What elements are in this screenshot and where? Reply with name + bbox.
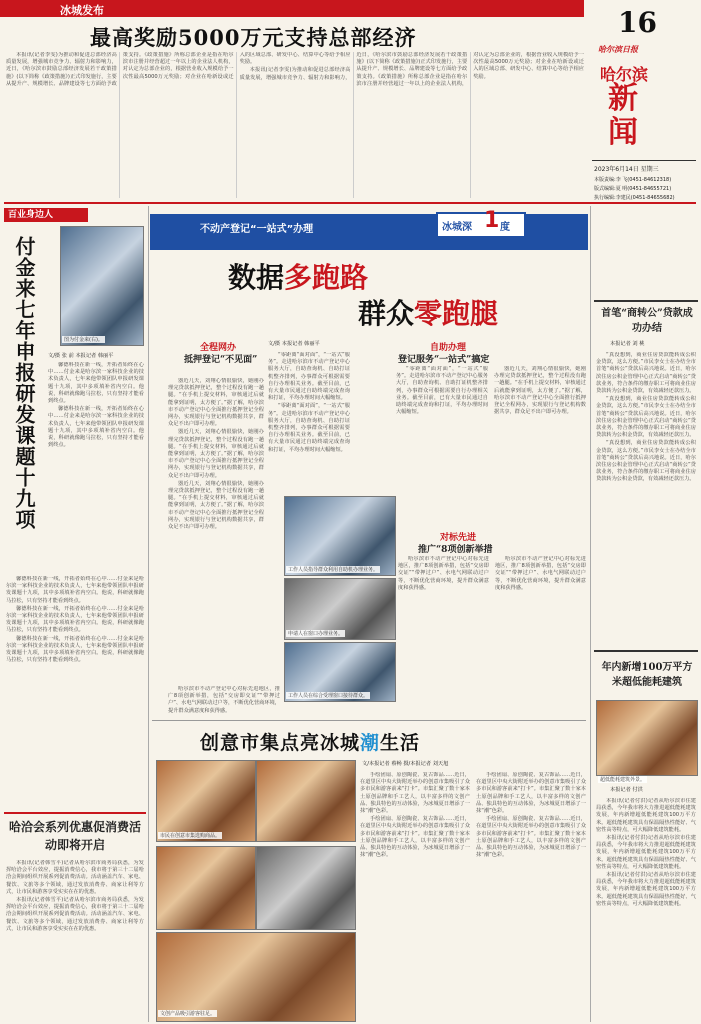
feature-body1: 器近几天，刘翔心情很愉快，她刚办理完贷款抵押登记，整个过程没有跑一趟腿。“在手机上提交材料，审核通过后就能拿到证明，太方便了。”据了解，哈尔滨市不动产登记中心全面推行抵押登记全程网办，实现银行与登记机构数据共享，群众足不出户即可办理。 <box>168 378 264 428</box>
editor-role: 本版责编: <box>594 177 616 183</box>
feature-kicker: 不动产登记“一站式”办理 <box>200 224 314 235</box>
masthead-divider <box>592 160 696 161</box>
editor-row <box>594 176 675 185</box>
right-article-1 <box>596 352 696 642</box>
left-article-body-3: 馨德科技在新一线，开拓者始终在心中……付金来是哈尔滨一家科技企业的技术负责人，七年来他带领团队申报研发课题十九项，其中多项填补省内空白。他说，科研就像跑马拉松，只有坚持才能看到终点。 <box>6 576 144 604</box>
right-headline-2: 年内新增100万平方米超低能耗建筑 <box>601 662 693 688</box>
left-byline: 文/摄 张 前 本报记者 韩丽平 <box>48 353 114 359</box>
bottom-byline: 文/本报记者 蔡畅 摄/本报记者 刘天旭 <box>362 761 449 767</box>
feature-caption-2: 申请人在窗口办理业务。 <box>288 631 344 637</box>
bottom-body-4: 手绘团扇、原创陶瓷、复古饰品……近日，在道里区中央大街附近举办的创意市集吸引了众多市民和游客前来“打卡”。市集汇聚了数十家本土原创品牌和手工艺人，以丰富多样的文创产品、独具特色的互动体验，为冰城夏日增添了一抹“潮”色彩。 <box>476 816 586 859</box>
feature-headline-line1 <box>228 256 368 296</box>
bottom-body-3: 手绘团扇、原创陶瓷、复古饰品……近日，在道里区中央大街附近举办的创意市集吸引了众多市民和游客前来“打卡”。市集汇聚了数十家本土原创品牌和手工艺人，以丰富多样的文创产品、独具特色的互动体验，为冰城夏日增添了一抹“潮”色彩。 <box>476 772 586 815</box>
left-article-body-2: 馨德科技在新一线，开拓者始终在心中……付金来是哈尔滨一家科技企业的技术负责人，七年来他带领团队申报研发课题十九项，其中多项填补省内空白。他说，科研就像跑马拉松，只有坚持才能看到终点。 <box>48 406 144 449</box>
right-body-2: 本报讯(记者付洪)记者从哈尔滨市住建局获悉，今年我市将大力推进超低能耗建筑发展，年内新增超低能耗建筑100万平方米。超低能耗建筑具有保温隔热性能好、气密性高等特点，可大幅降低建筑能耗。 <box>596 798 696 833</box>
left-bottom-body-2: 本报讯(记者韩雪平)记者从哈尔滨市商务局获悉，为发挥哈洽会平台效应，提振消费信心，我市将于第三十二届哈洽会期间组织开展系列促消费活动。活动涵盖汽车、家电、餐饮、文旅等多个领域，通过发放消费券、商家让利等方式，让市民和游客享受实实在在的优惠。 <box>6 897 144 932</box>
left-divider <box>4 812 146 814</box>
city-name: 哈尔滨 <box>600 65 649 84</box>
feature-sub2: 抵押登记“不见面” <box>184 355 258 365</box>
feature-sub6: 推广“8项创新举措 <box>418 545 493 555</box>
editor-tel: (0451-84655721) <box>627 186 672 192</box>
right-body-2-c: 本报讯(记者付洪)记者从哈尔滨市住建局获悉，今年我市将大力推进超低能耗建筑发展，年内新增超低能耗建筑100万平方米。超低能耗建筑具有保温隔热性能好、气密性高等特点，可大幅降低建筑能耗。 <box>596 872 696 907</box>
feature-sub5: 对标先进 <box>440 533 477 543</box>
feature-col1-continued <box>168 686 280 716</box>
top-article-body-2: 本报讯(记者李雯)为推动和促进总部经济高质量发展，增强城市竞争力、辐射力和影响力，近日，《哈尔滨市鼓励总部经济发展若干政策措施》(以下简称《政策措施》)正式印发施行，主要从提升产、规模增长、品牌建设等七方面给予政策支持。《政策措施》所称总部企业是指在哈尔滨市注册并经营超过一年以上的企业法人机构，对认定为总部企业的，根据营业收入规模给予一次性最高5000万元奖励；对企业在哈新设或迁入的区域总部、研发中心、结算中心等给予相应奖励。 <box>239 52 584 87</box>
top-divider <box>4 202 696 204</box>
feature-col3 <box>396 366 586 516</box>
bottom-photo-5 <box>156 932 356 1022</box>
right-photo-caption: 超低能耗建筑外景。 <box>600 777 646 783</box>
headline-people: 群众 <box>358 297 415 330</box>
right-article-2 <box>596 798 696 1020</box>
editor-row <box>594 185 675 194</box>
bottom-caption-1: 市民在创意市集选购商品。 <box>160 833 221 839</box>
left-article-body: 馨德科技在新一线，开拓者始终在心中……付金来是哈尔滨一家科技企业的技术负责人，七年来他带领团队申报研发课题十九项，其中多项填补省内空白。他说，科研就像跑马拉松，只有坚持才能看到终点。 <box>48 362 144 405</box>
editor-role: 版式编辑: <box>594 186 616 192</box>
feature-section-tag-number: 1 <box>484 208 500 233</box>
feature-section-tag <box>436 208 526 238</box>
feature-col1 <box>168 378 264 682</box>
bottom-caption-2: 文创产品吸引游客驻足。 <box>160 1011 216 1017</box>
headline-zero: 零跑腿 <box>414 297 499 330</box>
left-article-body-5: 馨德科技在新一线，开拓者始终在心中……付金来是哈尔滨一家科技企业的技术负责人，七年来他带领团队申报研发课题十九项，其中多项填补省内空白。他说，科研就像跑马拉松，只有坚持才能看到终点。 <box>6 635 144 664</box>
bottom-headline-b: 潮 <box>360 732 381 754</box>
feature-section-tag-suffix: 度 <box>500 222 510 233</box>
right-byline-1: 本报记者 刘 桃 <box>610 341 645 347</box>
right-body-1-b: “真没想到，商业住房贷款能转成公积金贷款，这么方便。”市民李女士在办结全市首笔“商转公”贷款后高兴地说。近日，哈尔滨住房公积金管理中心正式启动“商转公”贷款业务，符合条件的缴存职工可将商业住房贷款转为公积金贷款，有效减轻还款压力。 <box>596 396 696 439</box>
feature-section-tag-text: 冰城深 <box>442 222 472 233</box>
bottom-body-2: 手绘团扇、原创陶瓷、复古饰品……近日，在道里区中央大街附近举办的创意市集吸引了众多市民和游客前来“打卡”。市集汇聚了数十家本土原创品牌和手工艺人，以丰富多样的文创产品、独具特色的互动体验，为冰城夏日增添了一抹“潮”色彩。 <box>360 816 470 859</box>
bottom-headline <box>200 728 420 755</box>
right-headline-1: 首笔“商转公”贷款成功办结 <box>601 308 693 334</box>
editor-tel: (0451-84655682) <box>630 195 675 201</box>
feature-body1-c: 器近几天，刘翔心情很愉快，她刚办理完贷款抵押登记，整个过程没有跑一趟腿。“在手机上提交材料，审核通过后就能拿到证明，太方便了。”据了解，哈尔滨市不动产登记中心全面推行抵押登记全程网办，实现银行与登记机构数据共享，群众足不出户即可办理。 <box>168 480 264 531</box>
editor-tel: (0451-84612318) <box>627 177 672 183</box>
bottom-photo-2 <box>256 760 356 842</box>
col-divider-left <box>148 206 149 1022</box>
feature-caption-3: 工作人员在综合受理窗口接待群众。 <box>288 693 369 699</box>
left-article-body-4: 馨德科技在新一线，开拓者始终在心中……付金来是哈尔滨一家科技企业的技术负责人，七年来他带领团队申报研发课题十九项，其中多项填补省内空白。他说，科研就像跑马拉松，只有坚持才能看到终点。 <box>6 605 144 634</box>
right-body-2-b: 本报讯(记者付洪)记者从哈尔滨市住建局获悉，今年我市将大力推进超低能耗建筑发展，年内新增超低能耗建筑100万平方米。超低能耗建筑具有保温隔热性能好、气密性高等特点，可大幅降低建筑能耗。 <box>596 835 696 870</box>
feature-sub1: 全程网办 <box>200 343 237 353</box>
right-byline-2: 本报记者 付洪 <box>610 787 643 793</box>
bottom-headline-a: 创意市集点亮冰城 <box>200 732 361 754</box>
bottom-body: 手绘团扇、原创陶瓷、复古饰品……近日，在道里区中央大街附近举办的创意市集吸引了众多市民和游客前来“打卡”。市集汇聚了数十家本土原创品牌和手工艺人，以丰富多样的文创产品、独具特色的互动体验，为冰城夏日增添了一抹“潮”色彩。 <box>360 772 470 815</box>
left-photo <box>60 226 144 346</box>
section-big: 新闻 <box>608 81 638 150</box>
feature-col4 <box>398 556 586 710</box>
right-body-1: “真没想到，商业住房贷款能转成公积金贷款，这么方便。”市民李女士在办结全市首笔“商转公”贷款后高兴地说。近日，哈尔滨住房公积金管理中心正式启动“商转公”贷款业务，符合条件的缴存职工可将商业住房贷款转为公积金贷款，有效减轻还款压力。 <box>596 352 696 395</box>
left-article <box>48 362 144 572</box>
issue-date: 2023年6月14日 星期三 <box>594 166 659 173</box>
feature-caption-1: 工作人员指导群众利用自助机办理业务。 <box>288 567 379 573</box>
editor-name: 夏 明 <box>615 186 628 192</box>
left-bottom-body: 本报讯(记者韩雪平)记者从哈尔滨市商务局获悉，为发挥哈洽会平台效应，提振消费信心，我市将于第三十二届哈洽会期间组织开展系列促消费活动。活动涵盖汽车、家电、餐饮、文旅等多个领域，通过发放消费券、商家让利等方式，让市民和游客享受实实在在的优惠。 <box>6 860 144 895</box>
bottom-article <box>360 772 586 1020</box>
right-body-1-c: “真没想到，商业住房贷款能转成公积金贷款，这么方便。”市民李女士在办结全市首笔“商转公”贷款后高兴地说。近日，哈尔滨住房公积金管理中心正式启动“商转公”贷款业务，符合条件的缴存职工可将商业住房贷款转为公积金贷款，有效减轻还款压力。 <box>596 440 696 483</box>
feature-body3: “零距离“面对面”，“一站式”服务”。走进哈尔滨市不动产登记中心服务大厅，自助查询机、自助打证机整齐排列，办事群众可根据需要自行办理相关业务。截至目前，已有大量市民通过自助终端完成查询和打证，平均办理时间大幅缩短。 <box>396 366 488 416</box>
page-number: 16 <box>618 6 657 39</box>
right-photo <box>596 700 698 776</box>
paper-name: 哈尔滨日报 <box>598 45 638 54</box>
feature-bottom-divider <box>152 720 586 721</box>
feature-sub4: 登记服务“一站式”搞定 <box>398 355 490 365</box>
editor-name: 李 飞 <box>615 177 628 183</box>
feature-body2-b: “零距离“面对面”，“一站式”服务”。走进哈尔滨市不动产登记中心服务大厅，自助查询机、自助打证机整齐排列，办事群众可根据需要自行办理相关业务。截至目前，已有大量市民通过自助终端完成查询和打证，平均办理时间大幅缩短。 <box>268 403 350 453</box>
top-headline: 最高奖励5000万元支持总部经济 <box>90 25 417 50</box>
left-photo-caption: 图为付金来(右)。 <box>64 337 103 343</box>
bottom-photo-3 <box>156 846 256 930</box>
bottom-photo-4 <box>256 846 356 930</box>
editor-name: 李建民 <box>615 195 631 201</box>
top-section-tag: 冰城发布 <box>60 4 104 17</box>
top-article-body: 本报讯(记者李雯)为推动和促进总部经济高质量发展，增强城市竞争力、辐射力和影响力，近日，《哈尔滨市鼓励总部经济发展若干政策措施》(以下简称《政策措施》)正式印发施行，主要从提升产、规模增长、品牌建设等七方面给予政策支持。《政策措施》所称总部企业是指在哈尔滨市注册并经营超过一年以上的企业法人机构，对认定为总部企业的，根据营业收入规模给予一次性最高5000万元奖励；对企业在哈新设或迁入的区域总部、研发中心、结算中心等给予相应奖励。 <box>6 52 351 87</box>
feature-body4-b: 哈尔滨市不动产登记中心对标先进地区，推广8项创新举措，包括“交房即交证”“带押过户”、水电气网联动过户等，不断优化营商环境，提升群众满意度和获得感。 <box>495 556 586 591</box>
bottom-headline-c: 生活 <box>380 732 421 754</box>
editor-list <box>594 176 675 203</box>
feature-body2: “零距离“面对面”，“一站式”服务”。走进哈尔滨市不动产登记中心服务大厅，自助查询机、自助打证机整齐排列，办事群众可根据需要自行办理相关业务。截至目前，已有大量市民通过自助终端完成查询和打证，平均办理时间大幅缩短。 <box>268 352 350 402</box>
top-article <box>6 52 584 198</box>
feature-sub3: 自助办理 <box>430 343 467 353</box>
left-bottom-headline: 哈洽会系列优惠促消费活动即将开启 <box>8 820 141 852</box>
editor-role: 执行编辑: <box>594 195 616 201</box>
right-mid-rule <box>594 650 698 652</box>
col-divider-right <box>590 206 591 1022</box>
feature-byline: 文/摄 本报记者 韩丽平 <box>268 341 320 347</box>
feature-body1-b: 器近几天，刘翔心情很愉快，她刚办理完贷款抵押登记，整个过程没有跑一趟腿。“在手机上提交材料，审核通过后就能拿到证明，太方便了。”据了解，哈尔滨市不动产登记中心全面推行抵押登记全程网办，实现银行与登记机构数据共享，群众足不出户即可办理。 <box>168 429 264 479</box>
left-article-continued <box>6 576 144 806</box>
headline-run: 多跑路 <box>284 261 369 294</box>
right-top-rule <box>594 300 698 302</box>
headline-data: 数据 <box>228 261 285 294</box>
feature-body4: 哈尔滨市不动产登记中心对标先进地区，推广8项创新举措，包括“交房即交证”“带押过户”、水电气网联动过户等，不断优化营商环境，提升群众满意度和获得感。 <box>398 556 489 591</box>
feature-body1-d: 哈尔滨市不动产登记中心对标先进地区，推广8项创新举措，包括“交房即交证”“带押过户”、水电气网联动过户等，不断优化营商环境，提升群众满意度和获得感。 <box>168 686 280 714</box>
left-section-tag: 百业身边人 <box>4 208 88 222</box>
left-bottom-article <box>6 860 144 1020</box>
bottom-photo-1 <box>156 760 256 842</box>
left-vertical-title: 付金来七年申报研发课题十九项 <box>12 236 36 530</box>
feature-photo-desk <box>284 496 396 576</box>
feature-headline-line2 <box>358 292 498 332</box>
feature-body3-b: 器近几天，刘翔心情很愉快，她刚办理完贷款抵押登记，整个过程没有跑一趟腿。“在手机上提交材料，审核通过后就能拿到证明，太方便了。”据了解，哈尔滨市不动产登记中心全面推行抵押登记全程网办，实现银行与登记机构数据共享，群众足不出户即可办理。 <box>494 366 586 416</box>
